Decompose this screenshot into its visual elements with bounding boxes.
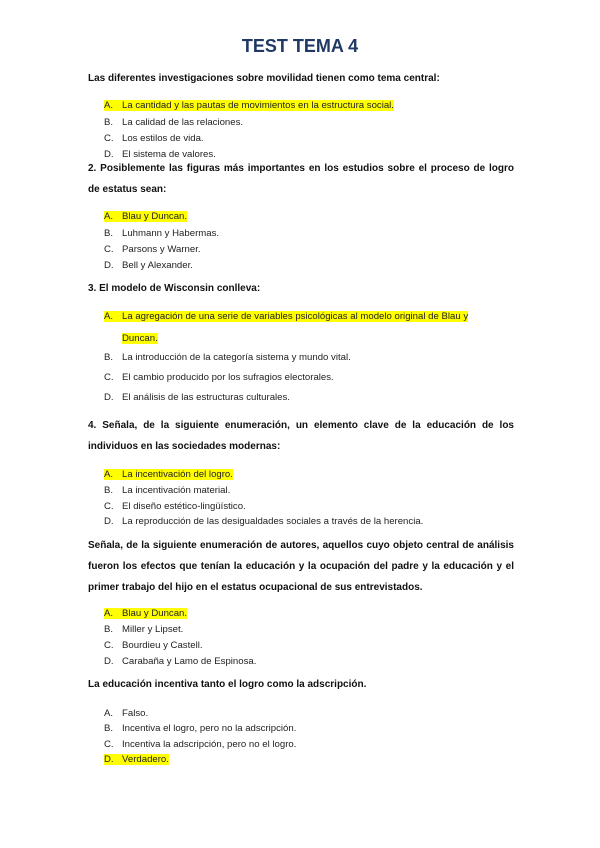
question-6-text: La educación incentiva tanto el logro como la adscripción. — [88, 679, 367, 690]
question-1-text: Las diferentes investigaciones sobre movilidad tienen como tema central: — [88, 73, 440, 84]
question-6-option-b: B. Incentiva el logro, pero no la adscripción. — [104, 723, 297, 734]
question-4-option-b: B. La incentivación material. — [104, 485, 231, 496]
question-2-option-b: B. Luhmann y Habermas. — [104, 228, 220, 239]
question-5-text: Señala, de la siguiente enumeración de autores, aquellos cuyo objeto central de análisis fueron los efectos que tenían la educación y la ocupación del padre y la educación y el primer trabajo del hijo en el estatus ocupacional de sus entrevistados. — [88, 540, 514, 593]
question-2-text: 2. Posiblemente las figuras más importantes en los estudios sobre el proceso de logro de estatus sean: — [88, 163, 514, 195]
question-3-option-c: C. El cambio producido por los sufragios electorales. — [104, 372, 334, 383]
question-2-option-d: D. Bell y Alexander. — [104, 260, 193, 271]
question-4-option-a: A. La incentivación del logro. — [104, 469, 233, 480]
question-6-option-d: D. Verdadero. — [104, 754, 169, 765]
question-5-option-c: C. Bourdieu y Castell. — [104, 640, 203, 651]
question-3-option-b: B. La introducción de la categoría sistema y mundo vital. — [104, 352, 351, 363]
question-1-option-d: D. El sistema de valores. — [104, 149, 216, 160]
question-4-text: 4. Señala, de la siguiente enumeración, un elemento clave de la educación de los individuos en las sociedades modernas: — [88, 420, 514, 452]
question-5-option-a: A. Blau y Duncan. — [104, 608, 188, 619]
question-2-option-a: A. Blau y Duncan. — [104, 211, 188, 222]
page-title: TEST TEMA 4 — [241, 36, 359, 56]
question-4-option-d: D. La reproducción de las desigualdades sociales a través de la herencia. — [104, 516, 424, 527]
question-5-option-b: B. Miller y Lipset. — [104, 624, 184, 635]
question-4-option-c: C. El diseño estético-lingüístico. — [104, 501, 246, 512]
question-3-option-a-line-2: Duncan. — [122, 333, 158, 344]
question-6-option-c: C. Incentiva la adscripción, pero no el logro. — [104, 739, 297, 750]
question-2-option-c: C. Parsons y Warner. — [104, 244, 201, 255]
question-3-option-d: D. El análisis de las estructuras culturales. — [104, 392, 290, 403]
question-1-option-b: B. La calidad de las relaciones. — [104, 117, 244, 128]
question-3-text: 3. El modelo de Wisconsin conlleva: — [88, 283, 261, 294]
question-1-option-c: C. Los estilos de vida. — [104, 133, 204, 144]
question-5-option-d: D. Carabaña y Lamo de Espinosa. — [104, 656, 257, 667]
question-1-option-a: A. La cantidad y las pautas de movimientos en la estructura social. — [104, 100, 394, 111]
question-6-option-a: A. Falso. — [104, 708, 149, 719]
question-3-option-a-line-1: A. La agregación de una serie de variables psicológicas al modelo original de Blau y — [104, 311, 469, 322]
